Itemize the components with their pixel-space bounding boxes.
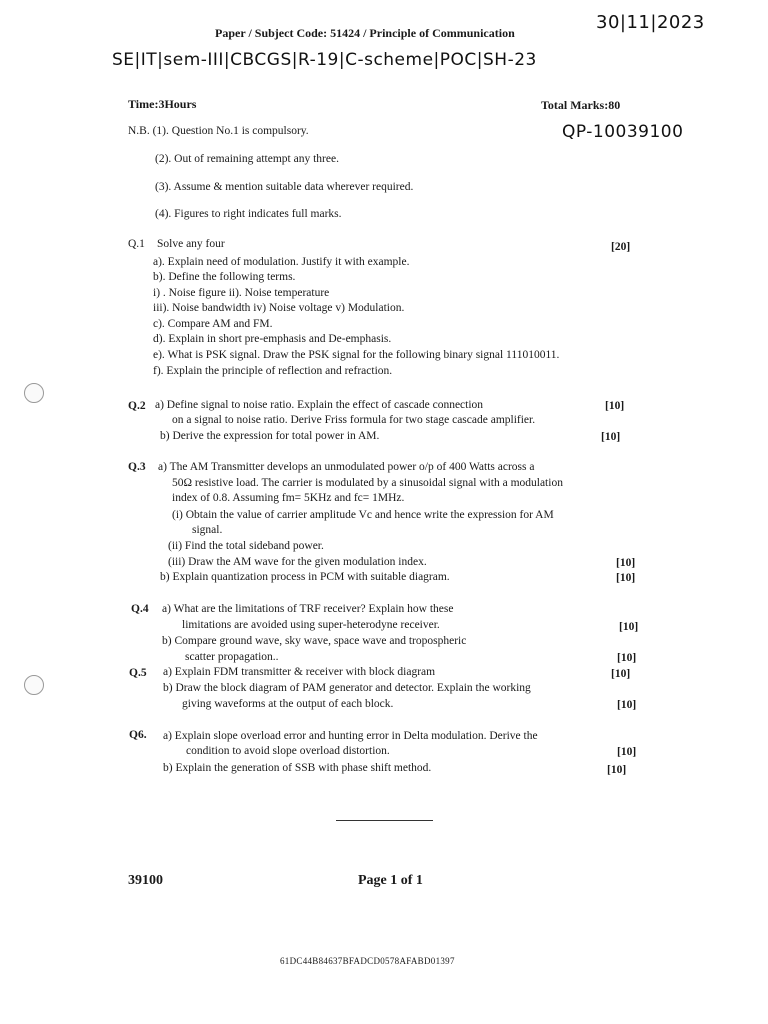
q4-b-line2: scatter propagation.. <box>185 651 279 663</box>
instruction-item: (3). Assume & mention suitable data wherever required. <box>155 181 414 193</box>
q3-b-line: b) Explain quantization process in PCM with suitable diagram. <box>160 571 450 583</box>
q5-b-line1: b) Draw the block diagram of PAM generator and detector. Explain the working <box>163 682 531 694</box>
q1-line: d). Explain in short pre-emphasis and De-emphasis. <box>153 333 392 345</box>
q5-a-marks: [10] <box>611 668 631 680</box>
time-label: Time:3Hours <box>128 97 197 111</box>
q2-a-line1: a) Define signal to noise ratio. Explain the effect of cascade connection <box>155 399 484 411</box>
punch-hole-top <box>24 383 44 403</box>
q6-label: Q6. <box>129 729 147 741</box>
instruction-item: (4). Figures to right indicates full marks. <box>155 208 342 220</box>
q4-a-line2: limitations are avoided using super-heterodyne receiver. <box>182 619 440 631</box>
q3-a-line2: 50Ω resistive load. The carrier is modulated by a sinusoidal signal with a modulation <box>172 477 563 489</box>
q2-b-line: b) Derive the expression for total power in AM. <box>160 430 380 442</box>
q5-b-marks: [10] <box>617 699 637 711</box>
q5-label: Q.5 <box>129 667 147 679</box>
q2-label: Q.2 <box>128 400 146 412</box>
q4-b-line1: b) Compare ground wave, sky wave, space wave and tropospheric <box>162 635 467 647</box>
instruction-nb: N.B. (1). Question No.1 is compulsory. <box>128 125 309 137</box>
q3-sub2: (ii) Find the total sideband power. <box>168 540 324 552</box>
q1-line: b). Define the following terms. <box>153 271 296 283</box>
q6-a-line1: a) Explain slope overload error and hunting error in Delta modulation. Derive the <box>163 730 538 742</box>
q6-a-marks: [10] <box>617 746 637 758</box>
q2-b-marks: [10] <box>601 431 621 443</box>
q1-line: i) . Noise figure ii). Noise temperature <box>153 287 330 299</box>
q1-line: e). What is PSK signal. Draw the PSK signal for the following binary signal 111010011. <box>153 349 560 361</box>
q1-title: Solve any four <box>157 238 225 250</box>
q1-line: iii). Noise bandwidth iv) Noise voltage v) Modulation. <box>153 302 405 314</box>
q6-a-line2: condition to avoid slope overload distortion. <box>186 745 390 757</box>
q3-label: Q.3 <box>128 461 146 473</box>
q3-a-line1: a) The AM Transmitter develops an unmodulated power o/p of 400 Watts across a <box>158 461 535 473</box>
q3-b-marks: [10] <box>616 572 636 584</box>
q1-line: c). Compare AM and FM. <box>153 318 273 330</box>
instruction-item: (2). Out of remaining attempt any three. <box>155 153 339 165</box>
handwritten-date: 30|11|2023 <box>596 12 705 33</box>
q4-b-marks: [10] <box>617 652 637 664</box>
handwritten-course-info: SE|IT|sem-III|CBCGS|R-19|C-scheme|POC|SH-23 <box>112 50 537 70</box>
end-divider <box>336 820 433 821</box>
page-number: Page 1 of 1 <box>358 873 423 888</box>
q5-b-line2: giving waveforms at the output of each block. <box>182 698 394 710</box>
q3-sub3: (iii) Draw the AM wave for the given modulation index. <box>168 556 427 568</box>
handwritten-qp-code: QP-10039100 <box>562 122 684 142</box>
q1-line: a). Explain need of modulation. Justify it with example. <box>153 256 410 268</box>
document-hash: 61DC44B84637BFADCD0578AFABD01397 <box>280 956 455 966</box>
q5-a-line: a) Explain FDM transmitter & receiver with block diagram <box>163 666 436 678</box>
footer-code: 39100 <box>128 873 163 888</box>
q4-label: Q.4 <box>131 603 149 615</box>
q4-a-line1: a) What are the limitations of TRF receiver? Explain how these <box>162 603 454 615</box>
q3-sub1b: signal. <box>192 524 223 536</box>
q6-b-marks: [10] <box>607 764 627 776</box>
q3-sub1: (i) Obtain the value of carrier amplitude Vc and hence write the expression for AM <box>172 509 554 521</box>
q6-b-line: b) Explain the generation of SSB with phase shift method. <box>163 762 432 774</box>
q3-a-marks: [10] <box>616 557 636 569</box>
total-marks: Total Marks:80 <box>541 98 621 112</box>
q3-a-line3: index of 0.8. Assuming fm= 5KHz and fc= 1MHz. <box>172 492 405 504</box>
q4-a-marks: [10] <box>619 621 639 633</box>
q1-line: f). Explain the principle of reflection and refraction. <box>153 365 393 377</box>
q1-label: Q.1 <box>128 238 145 250</box>
q1-marks: [20] <box>611 241 631 253</box>
q2-a-marks: [10] <box>605 400 625 412</box>
q2-a-line2: on a signal to noise ratio. Derive Friss formula for two stage cascade amplifier. <box>172 414 536 426</box>
paper-code: Paper / Subject Code: 51424 / Principle of Communication <box>215 26 515 40</box>
punch-hole-bottom <box>24 675 44 695</box>
